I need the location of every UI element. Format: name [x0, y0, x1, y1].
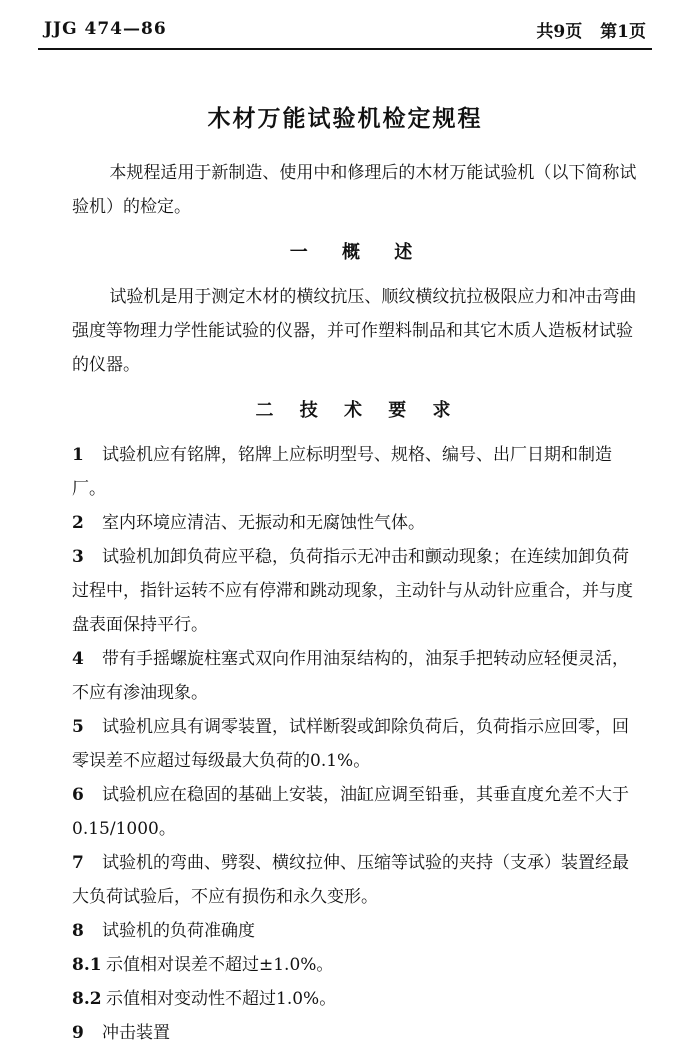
requirement-item	[72, 710, 644, 778]
item-number: 6	[72, 785, 84, 805]
item-number: 2	[72, 513, 84, 533]
item-number: 8	[72, 921, 84, 941]
section-heading-technical: 二 技 术 要 求	[255, 400, 461, 421]
technical-requirements-list	[72, 438, 644, 1050]
intro-paragraph: 本规程适用于新制造、使用中和修理后的木材万能试验机（以下简称试验机）的检定。	[72, 163, 637, 217]
item-text: 试验机的弯曲、劈裂、横纹拉伸、压缩等试验的夹持（支承）装置经最大负荷试验后，不应有损伤和永久变形。	[72, 853, 629, 907]
item-text: 试验机应具有调零装置，试样断裂或卸除负荷后，负荷指示应回零，回零误差不应超过每级最大负荷的0.1%。	[72, 717, 629, 771]
item-number: 8.1	[72, 955, 102, 975]
page-header	[44, 14, 646, 44]
item-text: 示值相对误差不超过±1.0%。	[106, 955, 334, 975]
requirement-item	[72, 846, 644, 914]
requirement-item	[72, 438, 644, 506]
item-number: 9	[72, 1023, 84, 1043]
requirement-item	[72, 914, 644, 948]
requirement-subitem	[72, 982, 644, 1016]
item-text: 带有手摇螺旋柱塞式双向作用油泵结构的，油泵手把转动应轻便灵活，不应有渗油现象。	[72, 649, 629, 703]
page-info	[536, 17, 646, 42]
requirement-item	[72, 778, 644, 846]
requirement-item	[72, 540, 644, 642]
item-text: 室内环境应清洁、无振动和无腐蚀性气体。	[102, 513, 425, 533]
item-text: 示值相对变动性不超过1.0%。	[106, 989, 337, 1009]
requirement-item	[72, 642, 644, 710]
item-number: 7	[72, 853, 84, 873]
total-pages: 共9页	[536, 21, 583, 42]
item-number: 1	[72, 445, 84, 465]
standard-code: JJG 474—86	[44, 19, 167, 39]
overview-paragraph: 试验机是用于测定木材的横纹抗压、顺纹横纹抗拉极限应力和冲击弯曲强度等物理力学性能试验的仪器，并可作塑料制品和其它木质人造板材试验的仪器。	[72, 287, 637, 375]
item-text: 试验机加卸负荷应平稳，负荷指示无冲击和颤动现象；在连续加卸负荷过程中，指针运转不应有停滞和跳动现象，主动针与从动针应重合，并与度盘表面保持平行。	[72, 547, 633, 635]
item-number: 3	[72, 547, 84, 567]
item-text: 试验机应有铭牌，铭牌上应标明型号、规格、编号、出厂日期和制造厂。	[72, 445, 612, 499]
requirement-item	[72, 506, 644, 540]
item-number: 5	[72, 717, 84, 737]
requirement-subitem	[72, 948, 644, 982]
item-text: 试验机的负荷准确度	[102, 921, 255, 941]
document-title: 木材万能试验机检定规程	[207, 105, 483, 132]
document-body	[72, 156, 644, 1050]
item-number: 8.2	[72, 989, 102, 1009]
item-number: 4	[72, 649, 84, 669]
item-text: 试验机应在稳固的基础上安装，油缸应调至铅垂，其垂直度允差不大于0.15/1000。	[72, 785, 629, 839]
section-heading-overview: 一 概 述	[289, 242, 427, 263]
item-text: 冲击装置	[102, 1023, 170, 1043]
page-number: 第1页	[600, 21, 646, 42]
header-rule	[38, 48, 652, 50]
requirement-item	[72, 1016, 644, 1050]
